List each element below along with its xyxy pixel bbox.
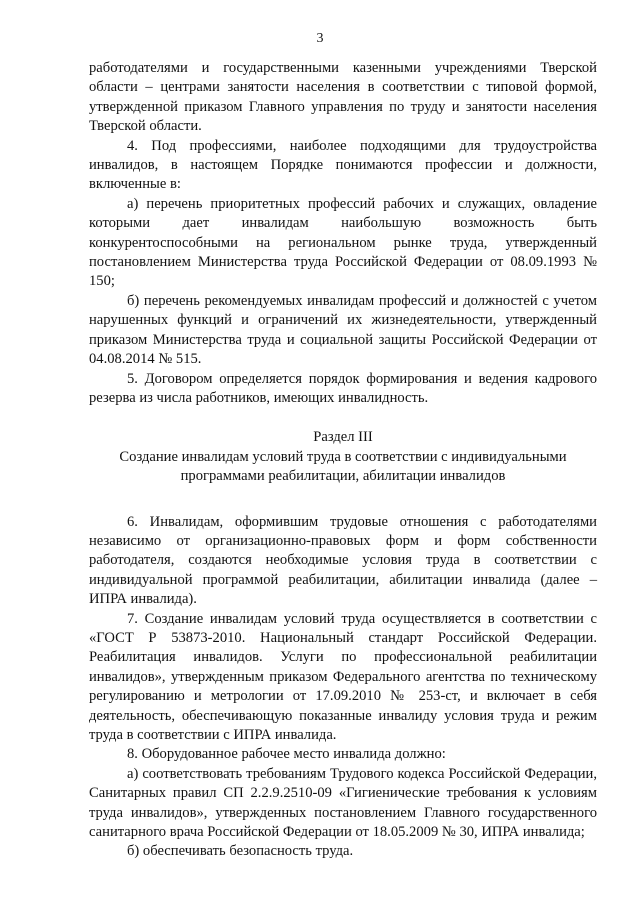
paragraph-item-4a: а) перечень приоритетных профессий рабочих и служащих, овладение которыми дает инвалидам наибольшую возможность быть конкурентоспособными на региональном рынке труда, утвержденный постановлением Министерства труда Российской Федерации от 08.09.1993 № 150; xyxy=(89,195,597,290)
paragraph-item-8b: б) обеспечивать безопасность труда. xyxy=(127,843,354,860)
document-body xyxy=(89,59,597,862)
section-title-line-1: Создание инвалидам условий труда в соответствии с индивидуальными xyxy=(119,448,567,465)
section-label: Раздел III xyxy=(313,429,373,446)
page-number: 3 xyxy=(316,31,324,46)
paragraph-item-4: 4. Под профессиями, наиболее подходящими для трудоустройства инвалидов, в настоящем Порядке понимаются профессии и должности, включенные в: xyxy=(89,137,597,193)
section-heading xyxy=(89,428,597,486)
section-title-line-2: программами реабилитации, абилитации инвалидов xyxy=(180,468,506,485)
paragraph-item-7: 7. Создание инвалидам условий труда осуществляется в соответствии с «ГОСТ Р 53873-2010. Национальный стандарт Российской Федерации. Реабилитация инвалидов. Услуги по профессиональной реабилитации инвалидов», утвержденным приказом Федерального агентства по техническому регулированию и метрологии от 17.09.2010 № 253-ст, и включает в себя деятельность, обеспечивающую показанные инвалиду условия труда и режим труда в соответствии с ИПРА инвалида. xyxy=(89,610,597,743)
paragraph-item-8: 8. Оборудованное рабочее место инвалида должно: xyxy=(127,746,446,763)
paragraph-item-5: 5. Договором определяется порядок формирования и ведения кадрового резерва из числа работников, имеющих инвалидность. xyxy=(89,370,597,406)
paragraph-item-4b: б) перечень рекомендуемых инвалидам профессий и должностей с учетом нарушенных функций и ограничений их жизнедеятельности, утвержденный приказом Министерства труда и социальной защиты Российской Федерации от 04.08.2014 № 515. xyxy=(89,292,597,368)
paragraph-item-8a: а) соответствовать требованиям Трудового кодекса Российской Федерации, Санитарных правил СП 2.2.9.2510-09 «Гигиенические требования к условиям труда инвалидов», утвержденных постановлением Главного государственного санитарного врача Российской Федерации от 18.05.2009 № 30, ИПРА инвалида; xyxy=(89,765,597,841)
paragraph-continuation: работодателями и государственными казенными учреждениями Тверской области – центрами занятости населения в соответствии с типовой формой, утвержденной приказом Главного управления по труду и занятости населения Тверской области. xyxy=(89,60,597,135)
paragraph-item-6: 6. Инвалидам, оформившим трудовые отношения с работодателями независимо от организационно-правовых форм и форм собственности работодателя, создаются необходимые условия труда в соответствии с индивидуальной программой реабилитации, абилитации инвалида (далее – ИПРА инвалида). xyxy=(89,513,597,608)
